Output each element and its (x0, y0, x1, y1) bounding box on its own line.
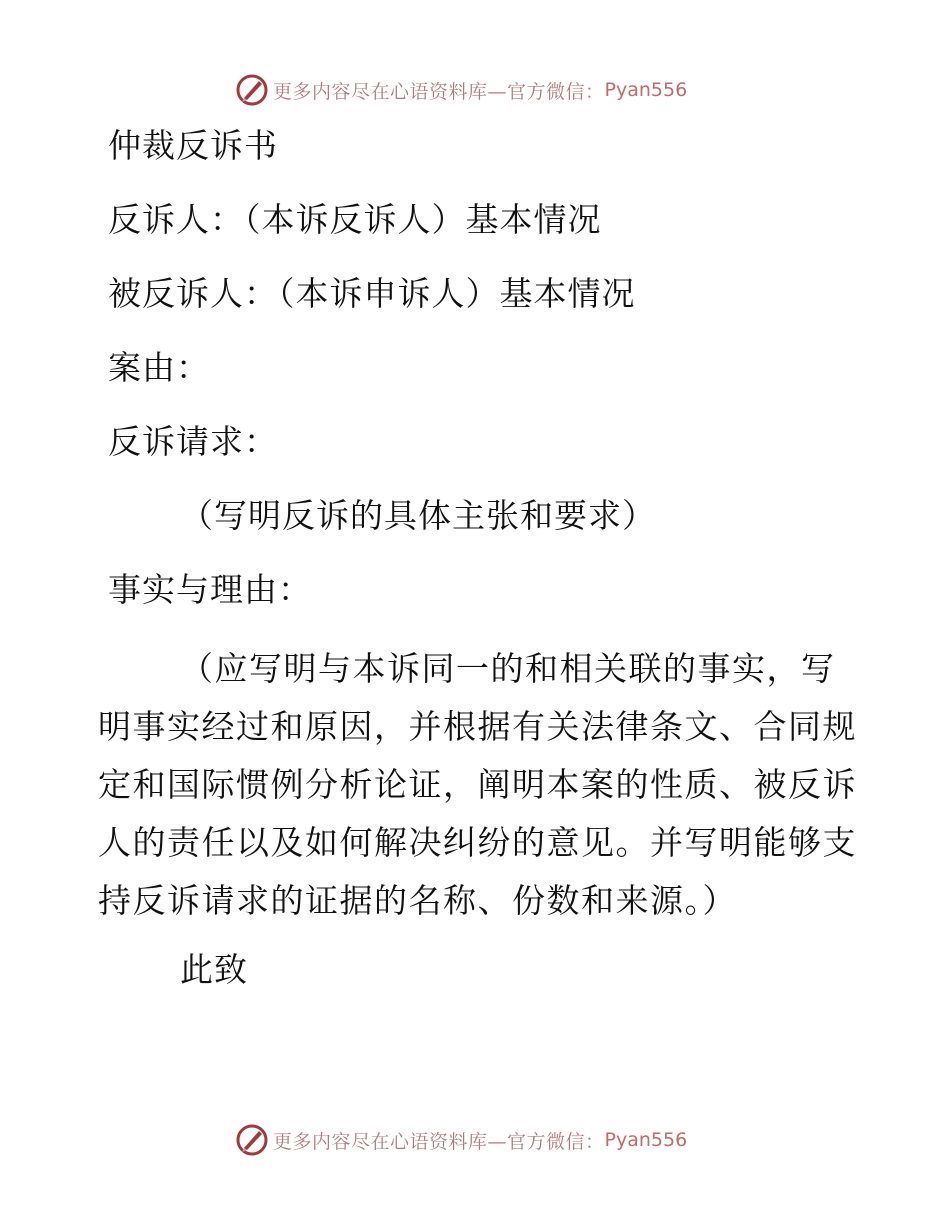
watermark-text: 更多内容尽在心语资料库—官方微信： (273, 80, 605, 103)
watermark-text: 更多内容尽在心语资料库—官方微信： (273, 1130, 605, 1153)
cause-line: 案由： (108, 348, 210, 387)
facts-note: （应写明与本诉同一的和相关联的事实，写明事实经过和原因，并根据有关法律条文、合同规定和国际惯例分析论证，阐明本案的性质、被反诉人的责任以及如何解决纠纷的意见。并写明能够支持反诉请求的证据的名称、份数和来源。） (98, 649, 857, 920)
watermark-footer (235, 1120, 755, 1160)
watermark-wechat-id: Pyan556 (604, 79, 688, 101)
closing-line: 此致 (180, 950, 248, 989)
claims-heading: 反诉请求： (108, 422, 278, 461)
pen-logo-icon (235, 1123, 269, 1157)
watermark-wechat-id: Pyan556 (604, 1129, 688, 1151)
counterclaimant-line: 反诉人：（本诉反诉人）基本情况 (108, 200, 602, 239)
pen-logo-icon (235, 73, 269, 107)
claims-note: （写明反诉的具体主张和要求） (180, 496, 656, 535)
facts-heading: 事实与理由： (108, 570, 312, 609)
respondent-line: 被反诉人：（本诉申诉人）基本情况 (108, 274, 636, 313)
document-title: 仲裁反诉书 (108, 126, 278, 165)
watermark-header (235, 70, 755, 110)
